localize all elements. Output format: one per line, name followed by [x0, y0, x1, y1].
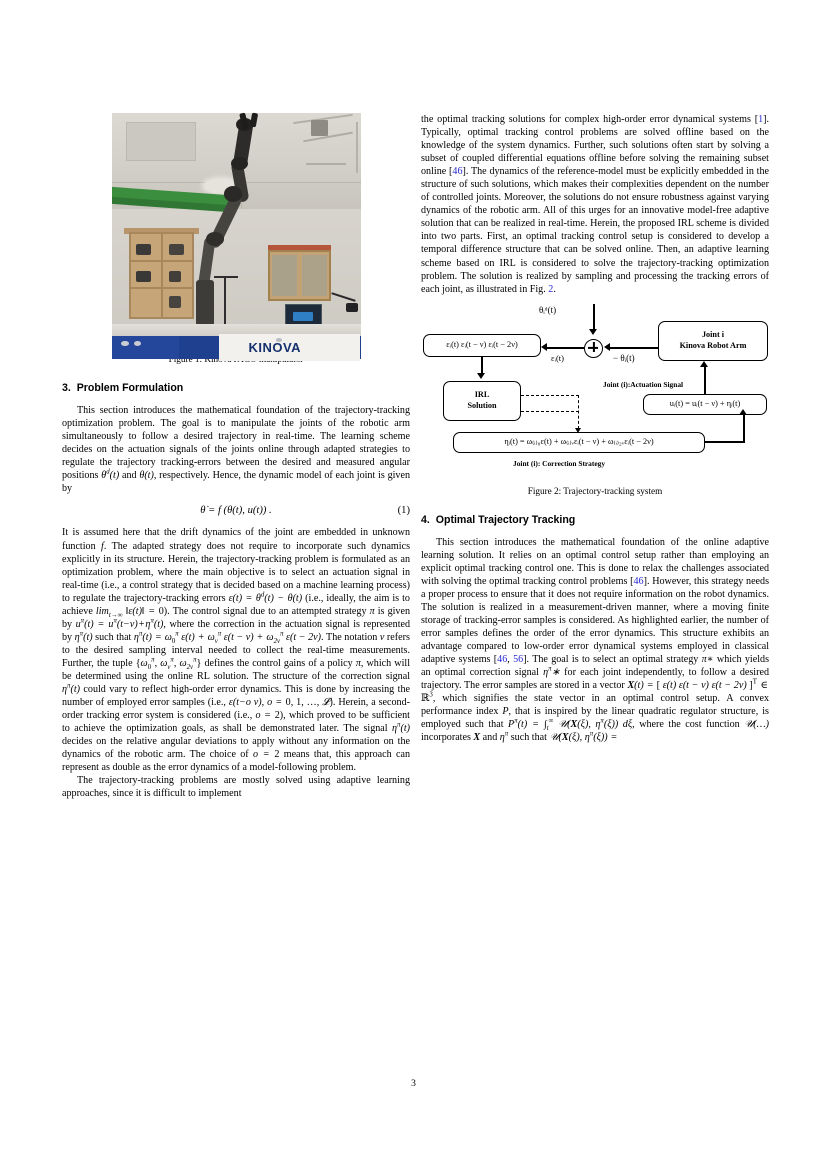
- feedback-arrow-icon: [604, 343, 610, 351]
- section-3-title: Problem Formulation: [76, 382, 184, 395]
- input-arrow-icon: [589, 329, 597, 335]
- error-buffer-equation: εᵢ(t) εᵢ(t − ν) εᵢ(t − 2ν): [446, 339, 518, 349]
- desired-angle-label: θᵢᵈ(t): [539, 304, 557, 315]
- equation-1-body: θ̇ = f (θ(t), u(t)) .: [200, 505, 272, 517]
- correction-equation: ηᵢ(t) = ω₍ᵢ₎₀ε(t) + ω₍ᵢ₎ᵥεᵢ(t − ν) + ω₍ᵢ₎₂ᵥεᵢ(t − 2ν): [504, 436, 654, 446]
- irl-line-1: IRL: [474, 390, 490, 400]
- section-heading-4: [421, 514, 769, 527]
- figure-reference-link[interactable]: 2: [548, 283, 554, 295]
- page-number: 3: [411, 1078, 416, 1089]
- trajectory-tracking-block-diagram: [421, 302, 769, 474]
- right-column: [421, 113, 769, 745]
- citation-link[interactable]: 1: [758, 114, 764, 125]
- error-buffer-block: [423, 334, 541, 357]
- error-arrow-icon: [541, 343, 547, 351]
- left-paragraph-2: It is assumed here that the drift dynamics of the joint are embedded in unknown function f. The adapted strategy does not require to incorporate such dynamics explicitly in its structure. Herein, the trajectory-tracking problem is formulated as an optimization problem, where the main objective is to select an actuation signal in real-time (i.e., a control strategy that is decided based on a machine learning process) to regulate the trajectory-tracking errors $\varepsilon(t) = \theta^d(t) - \theta(t)$ (i.e., ideally, the aim is to achieve $\lim_{t\to\infty}$ ‖ε(t)‖ = 0). The control signal due to an attempted strategy π is given by $u^\pi(t) = u^\pi(t-\nu)+\eta^\pi(t)$, where the correction in the actuation signal is represented by $\eta^\pi(t)$ such that $\eta^\pi(t) = \omega_0^\pi$ $\varepsilon(t) + \omega_\nu^\pi$ $\varepsilon(t - \nu) + \omega_{2\nu}^\pi$ ε(t − 2ν). The notation ν refers to the desired sampling interval needed to collect the real-time measurements. Further, the tuple {$\omega_0^\pi$, $\omega_\nu^\pi$, $\omega_{2\nu}^\pi$} defines the control gains of a policy π, which will be determined using the online RL solution. The structure of the correction signal $\eta^\pi(t)$ could vary to reflect high-order error dynamics. This is done by increasing the number of employed error samples (i.e., ε(t−o ν), o = 0, 1, …, 𝓛). Herein, a second-order tracking error system is considered (i.e., o = 2), which proved to be sufficient to achieve the optimization goals, as shall be demonstrated later. The signal $\eta^\pi(t)$ decides on the relative angular deviations to apply without any information on the dynamics of the robotic arm. The choice of o = 2 means that, this approach can represent as double as the error dynamics of a model-following problem.: [62, 527, 411, 774]
- plant-line-1: Joint i: [701, 330, 725, 340]
- section-4-number: 4.: [421, 513, 430, 526]
- to-actuation-arrow-icon: [739, 409, 747, 415]
- to-plant-arrow-icon: [700, 361, 708, 367]
- summing-junction: [584, 339, 603, 358]
- irl-line-2: Solution: [467, 400, 497, 410]
- actuation-signal-block: [643, 394, 767, 415]
- left-p1-text-c: , respectively. Hence, the dynamic model of each joint is given by: [62, 470, 410, 495]
- plant-block-kinova-robot-arm: [658, 321, 768, 361]
- measured-angle-feedback-label: − θᵢ(t): [613, 352, 635, 363]
- figure-2: [421, 302, 769, 498]
- correction-strategy-block: [453, 432, 705, 453]
- citation-link[interactable]: 56: [513, 654, 524, 666]
- citation-link[interactable]: 46: [452, 166, 463, 178]
- citation-link[interactable]: 46: [633, 575, 644, 587]
- equation-1-number: (1): [397, 505, 410, 517]
- section-3-number: 3.: [62, 382, 71, 395]
- figure-1: [62, 113, 410, 366]
- citation-link[interactable]: 46: [497, 654, 508, 666]
- right-paragraph-2: This section introduces the mathematical foundation of the online adaptive learning solution. It relies on an optimal control setup rather than employing an explicit optimal tracking control one. This is done to relax the challenges associated with solving the optimal tracking control problems [46]. However, this strategy needs a proper process to ensure that it does not require information on the robot dynamics. The solution is realized in a measurement-driven manner, where a moving finite storage of tracking-error samples is considered. As highlighted earlier, the number of error samples defines the order of the error dynamics. This structure exhibits an advantage compared to low-order error dynamical systems employed in classical adaptive systems [46, 56]. The goal is to select an optimal strategy π∗ which yields an optimal correction signal $\eta^\pi∗$ for each joint independently, to follow a desired trajectory. The error samples are stored in a vector X(t) = [ ε(t) ε(t − ν) ε(t − 2ν) ]$^T$ ∈ ℝ$^3$, which signifies the state vector in an optimal control setup. A convex performance index P, that is inspired by the linear quadratic regulator structure, is employed such that $P^\pi(t) = \int_t^\infty$ 𝒰(X(ξ), $\eta^\pi(\xi)$) dξ, where the cost function 𝒰(…) incorporates X and $\eta^\pi$ such that 𝒰(X(ξ), $\eta^\pi(\xi)$) =: [421, 536, 770, 744]
- right-paragraph-1: the optimal tracking solutions for complex high-order error dynamical systems [1]. Typically, optimal tracking control problems are solved offline based on the knowledge of the system dynamics. Further, such solutions often start by solving a subset of coupled differential equations offline before solving the remaining subset online [46]. The dynamics of the reference-model must be explicitly embedded in the structure of such solutions, which makes their complexities dependent on the number of controlled joints. Moreover, the solutions do not ensure robustness against varying dynamics of the robotic arm. All of this urges for an innovative model-free adaptive solution that can be realized in real-time. Herein, the proposed IRL scheme is divided into two parts. First, an optimal tracking control setup is considered to develop a temporal difference structure that can be solved online. Then, an adaptive learning scheme based on IRL is considered to solve the trajectory-tracking optimization problem. The solution is realized by sampling and processing the tracking errors of each joint, as illustrated in Fig. 2.: [421, 114, 770, 295]
- actuation-signal-label: Joint (i):Actuation Signal: [603, 379, 684, 389]
- left-column: [62, 113, 410, 800]
- irl-solution-block: [443, 381, 521, 421]
- kinova-logo-text: KINOVA: [248, 340, 302, 356]
- plant-line-2: Kinova Robot Arm: [679, 340, 747, 350]
- correction-strategy-label: Joint (i): Correction Strategy: [513, 458, 606, 468]
- left-paragraph-3: The trajectory-tracking problems are mostly solved using adaptive learning approaches, since it is difficult to implement: [62, 775, 410, 800]
- equation-1: [62, 504, 410, 517]
- actuation-equation: uᵢ(t) = uᵢ(t − ν) + ηᵢ(t): [669, 398, 741, 408]
- error-signal-label: εᵢ(t): [551, 352, 564, 363]
- left-paragraph-1: This section introduces the mathematical foundation of the trajectory-tracking optimization problem. The goal is to manipulate the joints of the robotic arm simultaneously to follow a desired trajectory in real-time. The learning scheme decides on the actuation signals of the joints online through adapted strategies to regulate the trajectory tracking-errors between the desired and measured angular positions $\theta^d(t)$ and θ(t), respectively. Hence, the dynamic model of each joint is given by: [62, 405, 410, 495]
- kinova-jaco-photo: [112, 113, 361, 356]
- figure-2-caption: Figure 2: Trajectory-tracking system: [527, 485, 663, 496]
- section-heading-3: [62, 382, 410, 395]
- to-irl-arrow-icon: [477, 373, 485, 379]
- left-p1-text-a: This section introduces the mathematical foundation of the trajectory-tracking optimization problem. The goal is to manipulate the joints of the robotic arm simultaneously to follow a desired trajectory in real-time. The learning scheme decides on the actuation signals of the joints online through adapted strategies to regulate the trajectory tracking-errors between the desired and measured angular positions: [62, 405, 410, 482]
- left-p1-text-b: and: [119, 470, 140, 482]
- section-4-title: Optimal Trajectory Tracking: [435, 513, 576, 526]
